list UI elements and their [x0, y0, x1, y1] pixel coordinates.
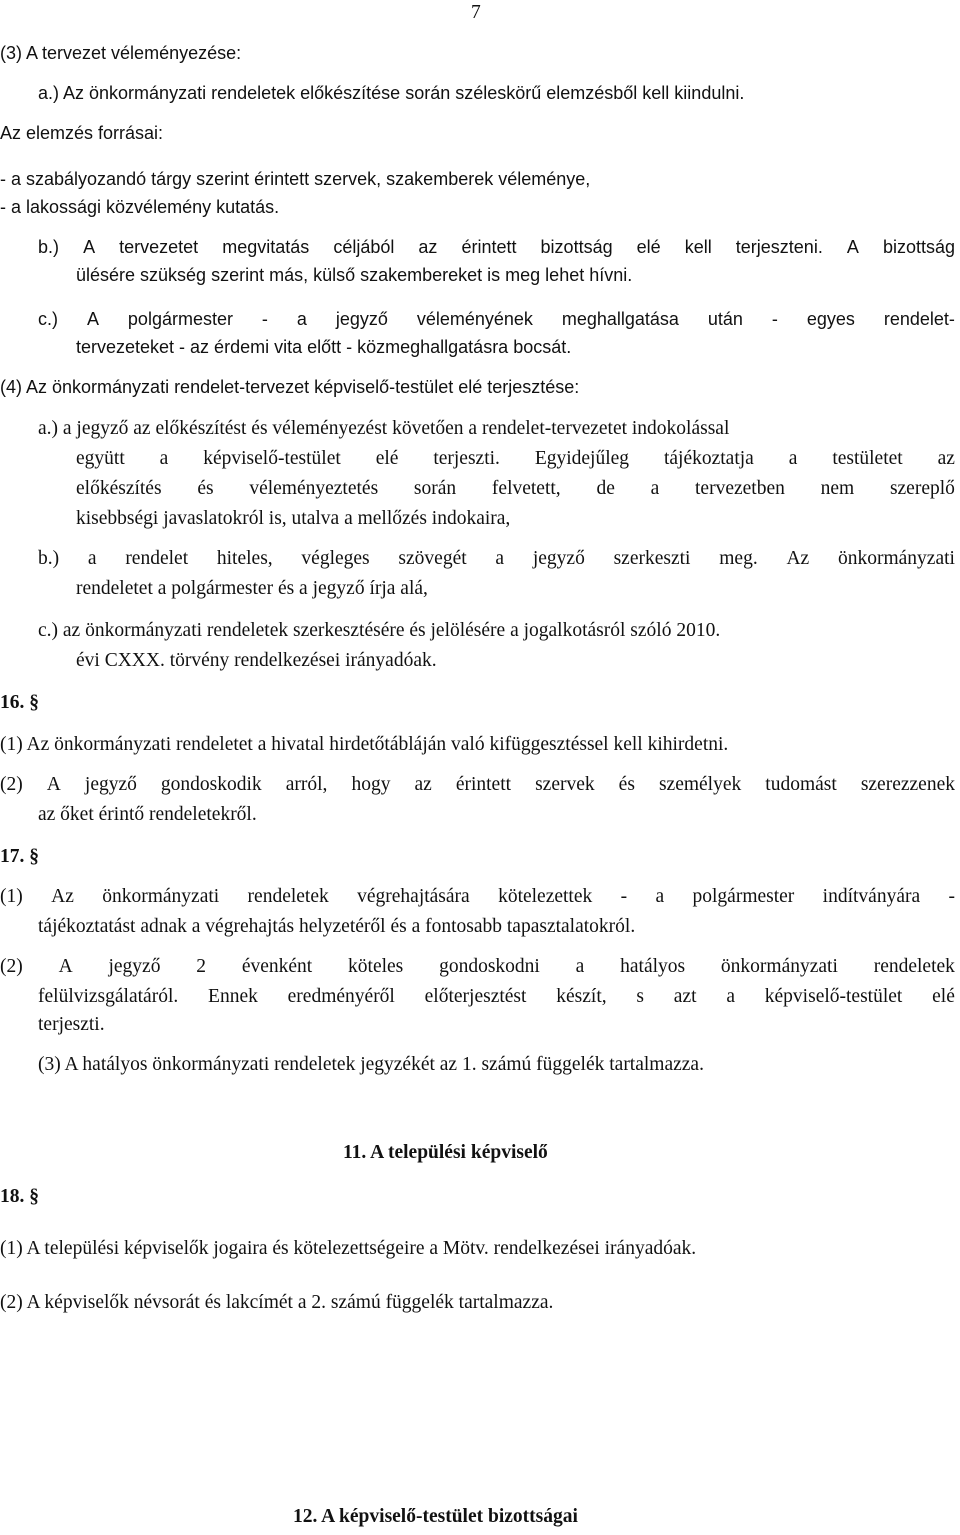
word: A [46, 774, 61, 795]
word: meg. [719, 548, 758, 569]
paragraph-line [38, 546, 955, 572]
word: képviselő-testület [764, 986, 903, 1007]
section-heading: 16. § [0, 692, 39, 713]
word: azt [673, 986, 697, 1007]
word: eredményéről [287, 986, 395, 1007]
paragraph-line: tájékoztatást adnak a végrehajtás helyzetéről és a fontosabb tapasztalatokról. [38, 916, 636, 937]
paragraph-line [76, 446, 955, 472]
paragraph-line [38, 234, 955, 260]
word: és [197, 478, 214, 499]
word: az [418, 237, 438, 257]
word: érintett [461, 237, 517, 257]
paragraph-line: (3) A hatályos önkormányzati rendeletek jegyzékét az 1. számú függelék tartalmazza. [38, 1054, 704, 1075]
word: - [771, 309, 778, 329]
word: megvitatás [222, 237, 310, 257]
word: (1) [0, 886, 23, 907]
paragraph-line: (1) Az önkormányzati rendeletet a hivatal hirdetőtábláján való kifüggesztéssel kell kihirdetni. [0, 734, 729, 755]
word: szövegét [398, 548, 467, 569]
word: önkormányzati [720, 956, 838, 977]
word: önkormányzati [837, 548, 955, 569]
word: arról, [285, 774, 328, 795]
word: szerkeszti [613, 548, 691, 569]
word: a [575, 956, 585, 977]
word: terjeszti. [433, 448, 500, 469]
word: a [788, 448, 798, 469]
section-heading: 17. § [0, 846, 39, 867]
word: A [86, 309, 99, 329]
list-item: - a lakossági közvélemény kutatás. [0, 197, 280, 217]
word: indítványára [822, 886, 921, 907]
word: - [948, 886, 955, 907]
section-heading: 18. § [0, 1186, 39, 1207]
paragraph-line: terjeszti. [38, 1014, 105, 1035]
word: a [655, 886, 665, 907]
word: önkormányzati [102, 886, 220, 907]
word: s [636, 986, 644, 1007]
word: a [726, 986, 735, 1007]
paragraph-line: (1) A települési képviselők jogaira és kötelezettségeire a Mötv. rendelkezései irányadóak. [0, 1238, 697, 1259]
paragraph-line: rendeletet a polgármester és a jegyző írja alá, [76, 578, 428, 599]
word: a [87, 548, 97, 569]
word: jegyző [335, 309, 388, 329]
word: véleményének [416, 309, 533, 329]
word: - [261, 309, 268, 329]
word: képviselő-testület [203, 448, 341, 469]
word: elé [375, 448, 399, 469]
word: a [495, 548, 505, 569]
word: köteles [348, 956, 404, 977]
word: érintett [455, 774, 512, 795]
paragraph-line: az őket érintő rendeletekről. [38, 804, 257, 825]
word: tervezetben [695, 478, 785, 499]
word: de [596, 478, 615, 499]
word: a [650, 478, 660, 499]
word: hatályos [620, 956, 686, 977]
word: kötelezettek [498, 886, 593, 907]
word: egyes [806, 309, 855, 329]
paragraph-line [0, 772, 955, 798]
paragraph-line [76, 476, 955, 502]
word: a [159, 448, 169, 469]
word: rendeletek [873, 956, 955, 977]
word: szervek [535, 774, 595, 795]
word: b.) [38, 237, 60, 257]
word: (2) [0, 774, 23, 795]
word: céljából [333, 237, 395, 257]
word: jegyző [532, 548, 585, 569]
word: és [618, 774, 635, 795]
word: rendelet [125, 548, 189, 569]
word: hogy [351, 774, 391, 795]
word: felülvizsgálatáról. [38, 986, 179, 1007]
word: gondoskodik [160, 774, 262, 795]
word: polgármester [127, 309, 233, 329]
word: évenként [241, 956, 313, 977]
word: az [414, 774, 432, 795]
paragraph-line: évi CXXX. törvény rendelkezései irányadóak. [76, 650, 437, 671]
paragraph-line: a.) Az önkormányzati rendeletek előkészítése során széleskörű elemzésből kell kiindulni. [38, 83, 745, 103]
word: végrehajtására [357, 886, 470, 907]
word: előkészítés [76, 478, 162, 499]
paragraph-line: tervezeteket - az érdemi vita előtt - közmeghallgatásra bocsát. [76, 337, 572, 357]
word: tudomást [765, 774, 837, 795]
word: jegyző [108, 956, 161, 977]
word: felvetett, [491, 478, 561, 499]
paragraph-line: kisebbségi javaslatokról is, utalva a mellőzés indokaira, [76, 508, 511, 529]
word: b.) [38, 548, 60, 569]
paragraph-line [0, 884, 955, 910]
paragraph-line [0, 954, 955, 980]
paragraph-line: (2) A képviselők névsorát és lakcímét a 2. számú függelék tartalmazza. [0, 1292, 554, 1313]
chapter-title: 11. A települési képviselő [343, 1142, 548, 1163]
paragraph-line: (3) A tervezet véleményezése: [0, 43, 242, 63]
paragraph-line: a.) a jegyző az előkészítést és véleményezést követően a rendelet-tervezetet indokolással [38, 418, 730, 439]
word: Ennek [208, 986, 258, 1007]
paragraph-line: Az elemzés forrásai: [0, 123, 164, 143]
word: (2) [0, 956, 23, 977]
word: szereplő [889, 478, 955, 499]
word: bizottság [540, 237, 613, 257]
list-item: - a szabályozandó tárgy szerint érintett szervek, szakemberek véleménye, [0, 169, 591, 189]
word: kell [684, 237, 712, 257]
word: hiteles, [216, 548, 273, 569]
word: rendeletek [247, 886, 329, 907]
word: tájékoztatja [663, 448, 754, 469]
word: gondoskodni [439, 956, 540, 977]
word: személyek [658, 774, 742, 795]
word: terjeszteni. [735, 237, 823, 257]
word: véleményeztetés [249, 478, 379, 499]
word: jegyző [84, 774, 137, 795]
paragraph-line: ülésére szükség szerint más, külső szakembereket is meg lehet hívni. [76, 265, 633, 285]
word: tervezetet [119, 237, 199, 257]
word: készít, [556, 986, 607, 1007]
word: elé [636, 237, 661, 257]
word: c.) [38, 309, 58, 329]
word: A [846, 237, 859, 257]
word: elé [932, 986, 955, 1007]
chapter-title: 12. A képviselő-testület bizottságai [293, 1506, 578, 1527]
paragraph-line: c.) az önkormányzati rendeletek szerkesztésére és jelölésére a jogalkotásról szóló 2010. [38, 620, 721, 641]
word: együtt [76, 448, 125, 469]
paragraph-line [38, 984, 955, 1010]
word: 2 [196, 956, 207, 977]
word: Az [51, 886, 74, 907]
word: A [58, 956, 73, 977]
word: Egyidejűleg [534, 448, 630, 469]
word: során [413, 478, 457, 499]
word: polgármester [692, 886, 795, 907]
word: - [620, 886, 628, 907]
word: bizottság [882, 237, 955, 257]
word: az [937, 448, 955, 469]
word: előterjesztést [424, 986, 527, 1007]
page-number: 7 [471, 2, 481, 23]
word: végleges [301, 548, 370, 569]
word: rendelet- [883, 309, 955, 329]
word: szerezzenek [860, 774, 955, 795]
word: testületet [832, 448, 903, 469]
word: meghallgatása [561, 309, 679, 329]
paragraph-line [38, 306, 955, 332]
word: után [707, 309, 743, 329]
word: nem [820, 478, 855, 499]
paragraph-line: (4) Az önkormányzati rendelet-tervezet képviselő-testület elé terjesztése: [0, 377, 580, 397]
word: A [83, 237, 96, 257]
word: Az [786, 548, 810, 569]
word: a [296, 309, 307, 329]
